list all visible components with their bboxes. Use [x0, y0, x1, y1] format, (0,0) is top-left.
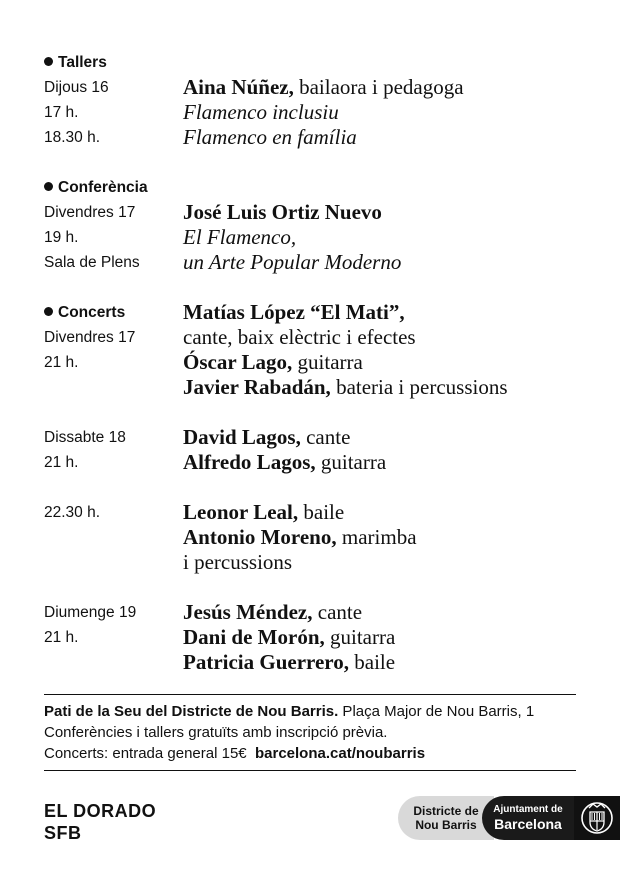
section-conferencia-heading: Conferència	[0, 175, 620, 200]
district-logo: Districte de Nou Barris	[398, 796, 494, 840]
venue-line: Pati de la Seu del Districte de Nou Barris. Plaça Major de Nou Barris, 1	[44, 703, 535, 720]
section-tallers-heading: Tallers	[0, 50, 620, 75]
brand-logo-line2: SFB	[44, 823, 82, 843]
bullet-icon	[44, 307, 53, 316]
program-row: 19 h. El Flamenco,	[44, 225, 297, 249]
program-row: 22.30 h. Leonor Leal, baile	[44, 500, 345, 524]
program-row: 21 h. Óscar Lago, guitarra	[44, 350, 363, 374]
bullet-icon	[44, 182, 53, 191]
program-row: Javier Rabadán, bateria i percussions	[183, 375, 508, 399]
program-row: Diumenge 19 Jesús Méndez, cante	[44, 600, 363, 624]
section-concerts-heading: Concerts Matías López “El Mati”,	[0, 300, 620, 325]
registration-line: Conferències i tallers gratuïts amb inscripció prèvia.	[44, 724, 388, 741]
program-row: 21 h. Alfredo Lagos, guitarra	[44, 450, 387, 474]
program-row: Divendres 17 José Luis Ortiz Nuevo	[44, 200, 382, 224]
program-row: Dissabte 18 David Lagos, cante	[44, 425, 351, 449]
bullet-icon	[44, 57, 53, 66]
program-row: Sala de Plens un Arte Popular Moderno	[44, 250, 402, 274]
program-row: i percussions	[183, 550, 293, 574]
program-row: Dijous 16 Aina Núñez, bailaora i pedagoga	[44, 75, 464, 99]
program-row: Divendres 17 cante, baix elèctric i efectes	[44, 325, 416, 349]
tickets-line: Concerts: entrada general 15€ barcelona.cat/noubarris	[44, 745, 426, 762]
program-row: 21 h. Dani de Morón, guitarra	[44, 625, 396, 649]
barcelona-crest-icon	[574, 796, 620, 840]
brand-logo-line1: EL DORADO	[44, 801, 157, 821]
website-link[interactable]: barcelona.cat/noubarris	[254, 745, 426, 762]
program-row: Patricia Guerrero, baile	[183, 650, 396, 674]
program-row: 17 h. Flamenco inclusiu	[44, 100, 339, 124]
divider	[44, 694, 576, 695]
ajuntament-logo: Ajuntament de Barcelona	[482, 796, 574, 840]
program-row: 18.30 h. Flamenco en família	[44, 125, 357, 149]
divider	[44, 770, 576, 771]
program-row: Antonio Moreno, marimba	[183, 525, 417, 549]
